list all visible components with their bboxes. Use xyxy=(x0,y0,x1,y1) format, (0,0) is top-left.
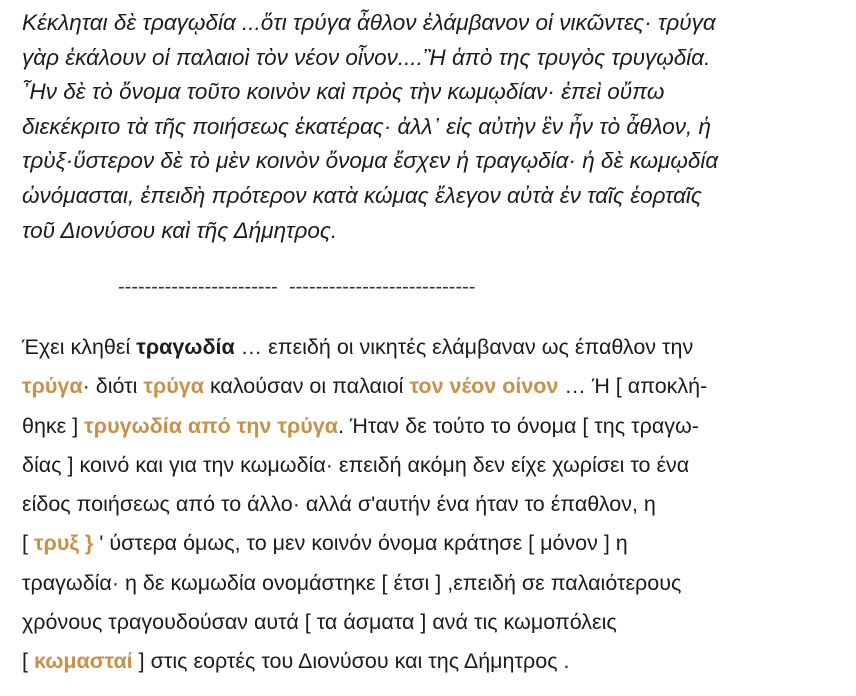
highlighted-term: τρύγα xyxy=(22,374,83,399)
translation-line xyxy=(22,367,842,406)
highlighted-term: τρυξ } xyxy=(33,531,94,556)
text-span: … επειδή οι νικητές ελάμβαναν ως έπαθλον την xyxy=(234,335,694,359)
translation-line xyxy=(22,407,842,446)
text-span: [ xyxy=(22,649,34,674)
text-span: · διότι xyxy=(82,374,144,399)
text-span: ] στις εορτές του Διονύσου και της Δήμητρος . xyxy=(132,649,570,674)
translation-line xyxy=(22,328,842,367)
text-span: θηκε ] xyxy=(22,413,85,438)
greek-line: τρὺξ·ὕστερον δὲ τὸ μὲν κοινὸν ὄνομα ἔσχεν ἡ τραγῳδία· ἡ δὲ κωμῳδία xyxy=(22,148,719,174)
translation-line xyxy=(22,642,842,681)
text-span: ' ύστερα όμως, το μεν κοινόν όνομα κράτησε [ μόνον ] η xyxy=(93,531,628,556)
text-span: [ xyxy=(22,531,34,556)
translation-line xyxy=(22,524,842,563)
text-span: . Ήταν δε τούτο το όνομα [ της τραγω- xyxy=(337,413,699,438)
text-span: καλούσαν οι παλαιοί xyxy=(203,374,410,399)
text-span: … Ή [ αποκλή- xyxy=(558,374,708,399)
ancient-greek-passage xyxy=(22,6,842,248)
highlighted-term: τον νέον οίνον xyxy=(409,374,559,399)
greek-line: γὰρ ἐκάλουν οἱ παλαιοὶ τὸν νέον οἶνον....Ἢ ἀπὸ της τρυγὸς τρυγῳδία. xyxy=(22,44,711,70)
translation-line: είδος ποιήσεως από το άλλο· αλλά σ'αυτήν ένα ήταν το έπαθλον, η xyxy=(22,492,656,517)
greek-line: ὠνόμασται, ἐπειδὴ πρότερον κατὰ κώμας ἔλεγον αὐτὰ ἐν ταῖς ἑορταῖς xyxy=(22,182,702,208)
modern-greek-translation xyxy=(22,328,842,682)
translation-line: δίας ] κοινό και για την κωμωδία· επειδή ακόμη δεν είχε χωρίσει το ένα xyxy=(22,452,690,477)
translation-line: τραγωδία· η δε κωμωδία ονομάστηκε [ έτσι ] ,επειδή σε παλαιότερους xyxy=(22,570,682,595)
highlighted-term: τρύγα xyxy=(143,374,204,399)
greek-line: διεκέκριτο τὰ τῆς ποιήσεως ἑκατέρας· ἀλλ᾿ εἰς αὐτὴν ἓν ἦν τὸ ἆθλον, ἡ xyxy=(22,113,711,139)
highlighted-term: κωμασταί xyxy=(33,649,133,674)
greek-line: τοῦ Διονύσου καὶ τῆς Δήμητρος. xyxy=(22,217,338,243)
translation-line: χρόνους τραγουδούσαν αυτά [ τα άσματα ] ανά τις κωμοπόλεις xyxy=(22,610,617,635)
greek-line: Κέκληται δὲ τραγῳδία ...ὅτι τρύγα ἆθλον ἐλάμβανον οἱ νικῶντες· τρύγα xyxy=(22,10,716,35)
bold-term: τραγωδία xyxy=(136,335,235,359)
text-span: Έχει κληθεί xyxy=(22,335,137,359)
highlighted-term: τρυγωδία από την τρύγα xyxy=(84,413,338,438)
dashed-separator: ------------------------ ---------------------------- xyxy=(118,276,476,298)
greek-line: ῏Ην δὲ τὸ ὄνομα τοῦτο κοινὸν καὶ πρὸς τὴν κωμῳδίαν· ἐπεὶ οὔπω xyxy=(22,79,665,105)
